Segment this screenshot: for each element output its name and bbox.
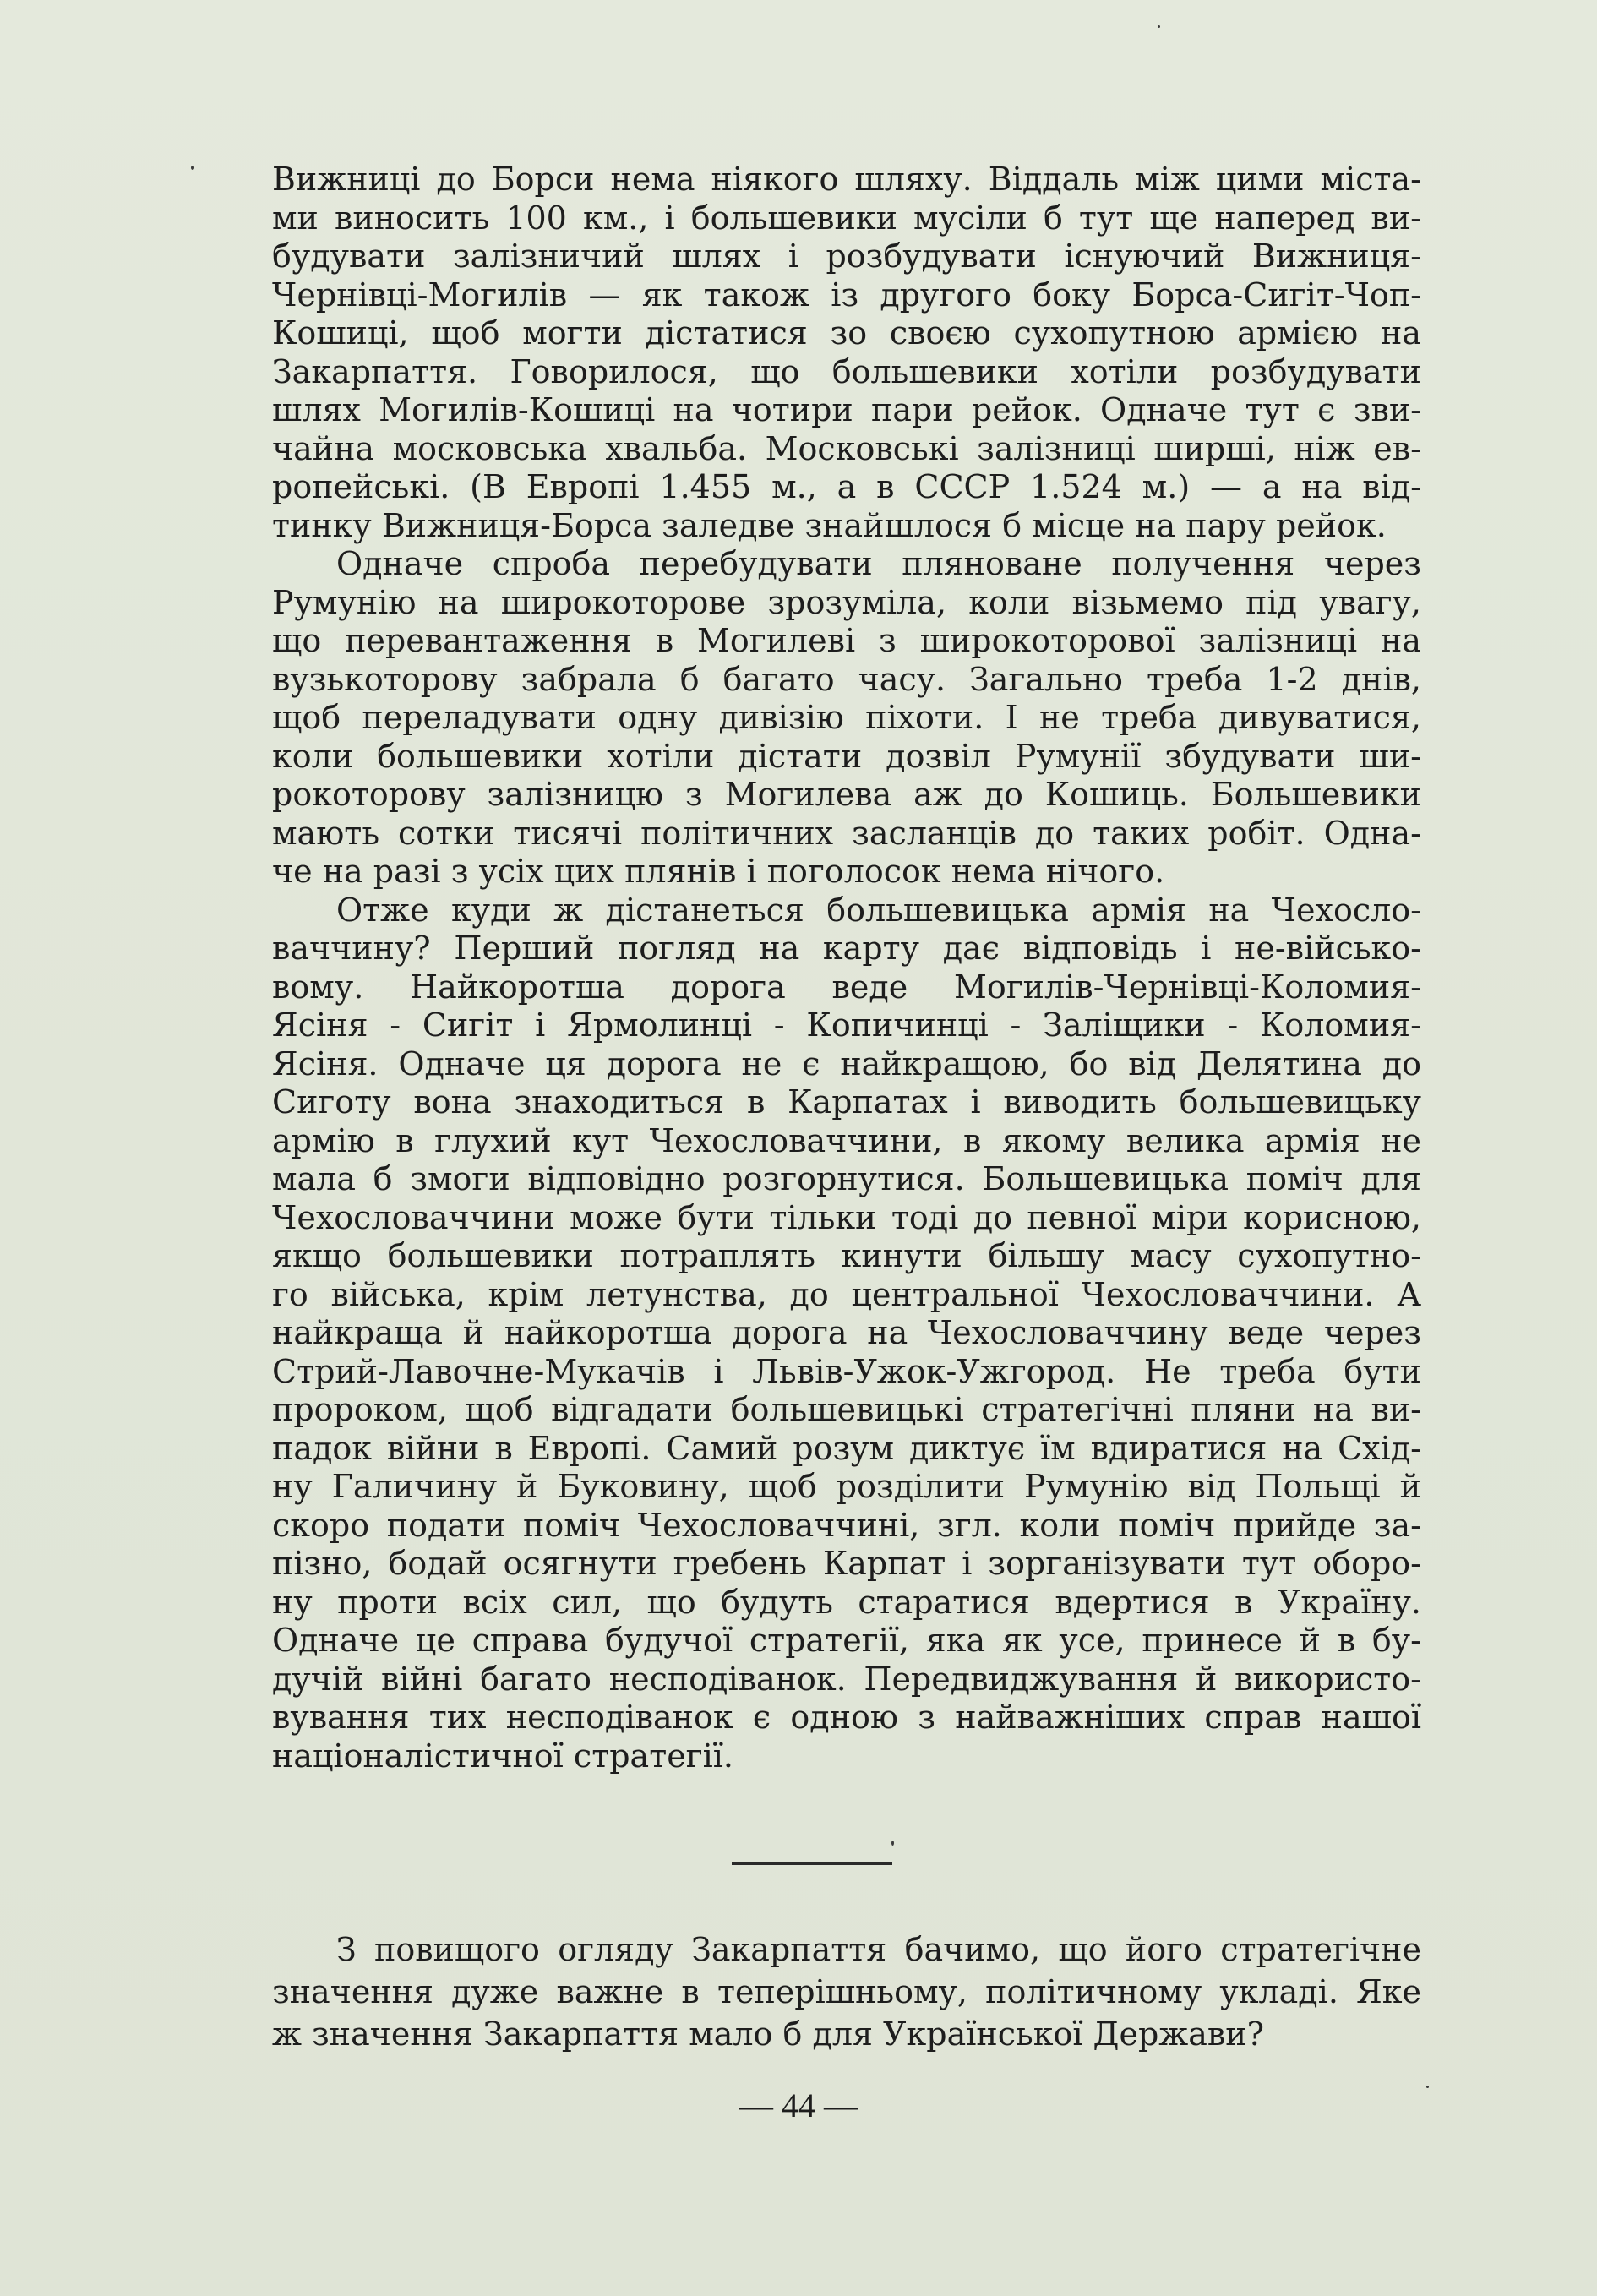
text-line: ж значення Закарпаття мало б для Української Держави? <box>272 2015 1264 2053</box>
paragraph-1 <box>272 161 1421 545</box>
text-line: Вижниці до Борси нема ніякого шляху. Віддаль між цими міста- <box>272 161 1421 198</box>
text-line: падок війни в Европі. Самий розум диктує їм вдиратися на Схід- <box>272 1429 1421 1467</box>
text-line: вому. Найкоротша дорога веде Могилів-Чернівці-Коломия- <box>272 968 1421 1006</box>
text-line: че на разі з усіх цих плянів і поголосок нема нічого. <box>272 853 1165 890</box>
scan-speck <box>891 1841 894 1846</box>
text-line: дучій війні багато несподіванок. Передвиджування й використо- <box>272 1660 1421 1698</box>
text-line: ропейські. (В Европі 1.455 м., а в СССР 1.524 м.) — а на від- <box>272 468 1421 505</box>
text-line: тинку Вижниця-Борса заледве знайшлося б місце на пару рейок. <box>272 506 1387 544</box>
text-line: ми виносить 100 км., і большевики мусіли б тут ще наперед ви- <box>272 199 1421 237</box>
text-line: мають сотки тисячі політичних засланців до таких робіт. Одна- <box>272 814 1421 852</box>
closing-text <box>272 1928 1421 2055</box>
text-line: З повищого огляду Закарпаття бачимо, що його стратегічне <box>336 1931 1421 1968</box>
text-line: значення дуже важне в теперішньому, політичному укладі. Яке <box>272 1973 1421 2010</box>
body-text <box>272 161 1421 1775</box>
text-line: ваччину? Перший погляд на карту дає відповідь і не-військо- <box>272 930 1421 967</box>
text-line: шлях Могилів-Кошиці на чотири пари рейок. Одначе тут є зви- <box>272 391 1421 428</box>
text-line: ну проти всіх сил, що будуть старатися вдертися в Україну. <box>272 1583 1421 1621</box>
text-line: Ясіня. Одначе ця дорога не є найкращою, бо від Делятина до <box>272 1044 1421 1083</box>
text-line: пророком, щоб відгадати большевицькі стратегічні пляни на ви- <box>272 1391 1421 1428</box>
text-line: Кошиці, щоб могти дістатися зо своєю сухопутною армією на <box>272 314 1421 352</box>
text-line: ну Галичину й Буковину, щоб розділити Румунію від Польщі й <box>272 1468 1421 1505</box>
text-line: якщо большевики потраплять кинути більшу масу сухопутно- <box>272 1237 1421 1274</box>
text-line: мала б змоги відповідно розгорнутися. Большевицька поміч для <box>272 1160 1421 1197</box>
text-line: найкраща й найкоротша дорога на Чехословаччину веде через <box>272 1314 1421 1351</box>
text-line: го війська, крім летунства, до центральної Чехословаччини. А <box>272 1275 1421 1313</box>
text-line: вування тих несподіванок є одною з найважніших справ нашої <box>272 1699 1421 1736</box>
text-line: Румунію на широкоторове зрозуміла, коли візьмемо під увагу, <box>272 583 1421 621</box>
text-line: будувати залізничий шлях і розбудувати існуючий Вижниця- <box>272 237 1421 275</box>
paragraph-2 <box>272 545 1421 892</box>
paragraph-3 <box>272 892 1421 1776</box>
text-line: Отже куди ж дістанеться большевицька армія на Чехосло- <box>336 891 1421 929</box>
text-line: націоналістичної стратегії. <box>272 1737 734 1775</box>
text-line: Одначе спроба перебудувати пляноване получення через <box>336 545 1421 582</box>
scan-speck <box>1158 25 1160 28</box>
text-line: Сиготу вона знаходиться в Карпатах і виводить большевицьку <box>272 1083 1421 1121</box>
text-line: чайна московська хвальба. Московські залізниці ширші, ніж ев- <box>272 429 1421 467</box>
text-line: що перевантаження в Могилеві з широкоторової залізниці на <box>272 622 1421 659</box>
text-line: Ясіня - Сигіт і Ярмолинці - Копичинці - Заліщики - Коломия- <box>272 1006 1421 1044</box>
closing-paragraph <box>272 1928 1421 2055</box>
scan-speck <box>1426 2086 1429 2088</box>
section-divider <box>732 1862 892 1865</box>
text-line: Закарпаття. Говорилося, що большевики хотіли розбудувати <box>272 352 1421 390</box>
text-line: Стрий-Лавочне-Мукачів і Львів-Ужок-Ужгород. Не треба бути <box>272 1352 1421 1390</box>
text-line: пізно, бодай осягнути гребень Карпат і зорганізувати тут оборо- <box>272 1545 1421 1582</box>
text-line: вузькоторову забрала б багато часу. Загально треба 1-2 днів, <box>272 660 1421 698</box>
text-line: рокоторову залізницю з Могилева аж до Кошиць. Большевики <box>272 776 1421 813</box>
page-number: — 44 — <box>739 2086 858 2124</box>
text-line: щоб переладувати одну дивізію піхоти. І не треба дивуватися, <box>272 699 1421 736</box>
text-line: Одначе це справа будучої стратегії, яка як усе, принесе й в бу- <box>272 1622 1421 1659</box>
text-line: Чернівці-Могилів — як також із другого боку Борса-Сигіт-Чоп- <box>272 275 1421 314</box>
text-line: скоро подати поміч Чехословаччині, згл. коли поміч прийде за- <box>272 1506 1421 1544</box>
text-line: армію в глухий кут Чехословаччини, в якому велика армія не <box>272 1121 1421 1159</box>
text-line: коли большевики хотіли дістати дозвіл Румунії збудувати ши- <box>272 737 1421 775</box>
scan-speck <box>191 166 194 170</box>
text-line: Чехословаччини може бути тільки тоді до певної міри корисною, <box>272 1198 1421 1236</box>
